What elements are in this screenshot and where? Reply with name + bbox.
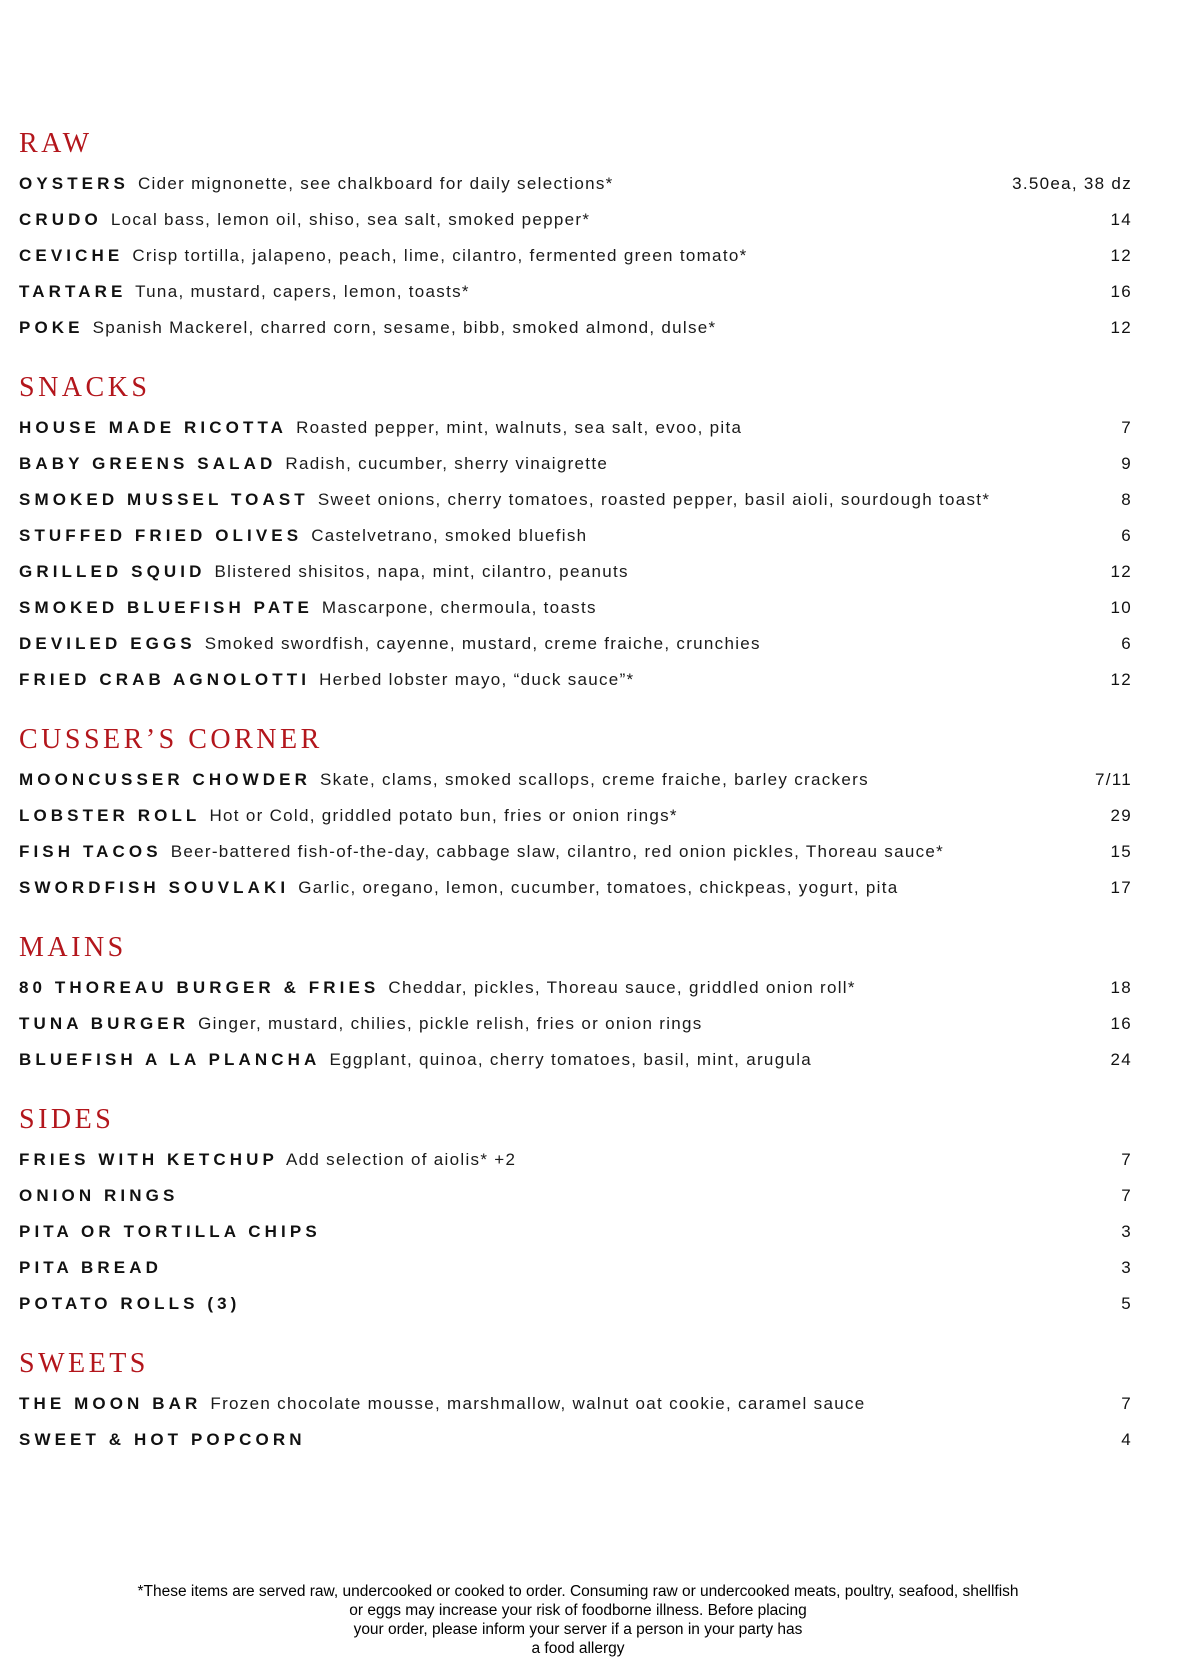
menu-item-name: MOONCUSSER CHOWDER — [19, 770, 311, 789]
menu-item — [19, 274, 1132, 310]
menu-item-name: TARTARE — [19, 282, 127, 301]
menu-item — [19, 238, 1132, 274]
menu-item-price: 8 — [1121, 490, 1132, 509]
menu-item-description: Eggplant, quinoa, cherry tomatoes, basil, mint, arugula — [329, 1050, 813, 1069]
menu-item-name: SMOKED MUSSEL TOAST — [19, 490, 309, 509]
menu-item-name: POTATO ROLLS (3) — [19, 1294, 241, 1313]
menu-item-text — [19, 238, 1098, 274]
menu-item-text — [19, 518, 1109, 554]
disclaimer-line: or eggs may increase your risk of foodborne illness. Before placing — [349, 1602, 807, 1619]
menu-item-text — [19, 870, 1098, 906]
menu-item-price: 3 — [1121, 1222, 1132, 1241]
menu-item-name: PITA BREAD — [19, 1258, 162, 1277]
menu-item — [19, 970, 1132, 1006]
menu-item-text — [19, 554, 1098, 590]
menu-item-description: Local bass, lemon oil, shiso, sea salt, smoked pepper* — [110, 210, 591, 229]
menu-item-price: 9 — [1121, 454, 1132, 473]
menu-item-name: CRUDO — [19, 210, 102, 229]
menu-item-price: 18 — [1110, 978, 1132, 997]
menu-item — [19, 410, 1132, 446]
menu-item-text — [19, 446, 1109, 482]
menu-item-name: POKE — [19, 318, 84, 337]
menu-item-name: FRIES WITH KETCHUP — [19, 1150, 278, 1169]
menu-item — [19, 1214, 1132, 1250]
menu-item-name: FRIED CRAB AGNOLOTTI — [19, 670, 311, 689]
menu-item — [19, 310, 1132, 346]
menu-item-description: Frozen chocolate mousse, marshmallow, walnut oat cookie, caramel sauce — [210, 1394, 866, 1413]
menu-item-description: Herbed lobster mayo, “duck sauce”* — [319, 670, 635, 689]
menu-section — [19, 928, 1132, 1078]
menu-item-price: 12 — [1110, 670, 1132, 689]
menu-item-name: HOUSE MADE RICOTTA — [19, 418, 288, 437]
menu-item-price: 16 — [1110, 1014, 1132, 1033]
menu-item-name: STUFFED FRIED OLIVES — [19, 526, 303, 545]
menu-item-text — [19, 970, 1098, 1006]
menu-item-price: 29 — [1110, 806, 1132, 825]
menu-item-name: 80 THOREAU BURGER & FRIES — [19, 978, 380, 997]
menu-item-price: 16 — [1110, 282, 1132, 301]
menu-item — [19, 590, 1132, 626]
menu-item-text — [19, 166, 1000, 202]
menu-item-name: ONION RINGS — [19, 1186, 179, 1205]
menu-item-name: DEVILED EGGS — [19, 634, 196, 653]
menu-item-description: Hot or Cold, griddled potato bun, fries or onion rings* — [209, 806, 678, 825]
menu-item — [19, 482, 1132, 518]
menu-item-price: 7 — [1121, 418, 1132, 437]
menu-item-text — [19, 1006, 1098, 1042]
menu-item-name: TUNA BURGER — [19, 1014, 190, 1033]
menu-section — [19, 1100, 1132, 1322]
menu-item-description: Garlic, oregano, lemon, cucumber, tomatoes, chickpeas, yogurt, pita — [298, 878, 899, 897]
section-title: CUSSER’S CORNER — [19, 724, 323, 755]
menu-item — [19, 834, 1132, 870]
menu-item-name: SWORDFISH SOUVLAKI — [19, 878, 290, 897]
allergy-disclaimer — [0, 1582, 1156, 1658]
menu-item-text — [19, 410, 1109, 446]
menu-item-text — [19, 310, 1098, 346]
menu-item-text — [19, 590, 1098, 626]
menu-item-text — [19, 662, 1098, 698]
menu-item-text — [19, 1250, 1109, 1286]
disclaimer-line: *These items are served raw, undercooked or cooked to order. Consuming raw or undercooked meats, poultry, seafood, shellfish — [137, 1583, 1019, 1600]
menu-item-text — [19, 626, 1109, 662]
menu-item-name: SMOKED BLUEFISH PATE — [19, 598, 313, 617]
menu-item-price: 7 — [1121, 1186, 1132, 1205]
disclaimer-line: your order, please inform your server if a person in your party has — [353, 1621, 803, 1638]
menu-item — [19, 762, 1132, 798]
menu-item-text — [19, 762, 1083, 798]
menu-item-name: BABY GREENS SALAD — [19, 454, 277, 473]
menu-item-description: Mascarpone, chermoula, toasts — [321, 598, 597, 617]
menu-item-name: THE MOON BAR — [19, 1394, 202, 1413]
menu-item-text — [19, 482, 1109, 518]
menu-item — [19, 1250, 1132, 1286]
menu-item-price: 3.50ea, 38 dz — [1012, 174, 1132, 193]
menu-item-text — [19, 1422, 1109, 1458]
menu-item-price: 7 — [1121, 1150, 1132, 1169]
menu-item-price: 6 — [1121, 526, 1132, 545]
menu-item-price: 14 — [1110, 210, 1132, 229]
menu-item-name: LOBSTER ROLL — [19, 806, 201, 825]
menu-item-text — [19, 834, 1098, 870]
menu-item-name: SWEET & HOT POPCORN — [19, 1430, 306, 1449]
menu-item-description: Roasted pepper, mint, walnuts, sea salt, evoo, pita — [296, 418, 743, 437]
menu-item-text — [19, 274, 1098, 310]
menu-item-price: 7/11 — [1094, 770, 1132, 789]
menu-item-description: Beer-battered fish-of-the-day, cabbage slaw, cilantro, red onion pickles, Thoreau sauce* — [170, 842, 945, 861]
menu-item-text — [19, 1386, 1109, 1422]
menu-item-price: 3 — [1121, 1258, 1132, 1277]
menu-item-description: Cheddar, pickles, Thoreau sauce, griddled onion roll* — [388, 978, 856, 997]
menu — [19, 124, 1132, 1458]
menu-item — [19, 554, 1132, 590]
menu-item-description: Cider mignonette, see chalkboard for daily selections* — [137, 174, 614, 193]
menu-item — [19, 1286, 1132, 1322]
menu-item — [19, 1422, 1132, 1458]
menu-item — [19, 202, 1132, 238]
menu-item-name: CEVICHE — [19, 246, 124, 265]
menu-item-description: Castelvetrano, smoked bluefish — [311, 526, 588, 545]
menu-item-price: 12 — [1110, 562, 1132, 581]
menu-item-description: Sweet onions, cherry tomatoes, roasted pepper, basil aioli, sourdough toast* — [317, 490, 991, 509]
section-title: MAINS — [19, 932, 127, 963]
menu-item-description: Add selection of aiolis* +2 — [286, 1150, 517, 1169]
menu-item-name: OYSTERS — [19, 174, 129, 193]
menu-item-price: 4 — [1121, 1430, 1132, 1449]
menu-item — [19, 1042, 1132, 1078]
menu-item-name: GRILLED SQUID — [19, 562, 206, 581]
section-title: RAW — [19, 128, 93, 159]
menu-item-description: Blistered shisitos, napa, mint, cilantro, peanuts — [214, 562, 629, 581]
menu-section — [19, 368, 1132, 698]
menu-item-price: 5 — [1121, 1294, 1132, 1313]
menu-item — [19, 662, 1132, 698]
menu-item-name: FISH TACOS — [19, 842, 162, 861]
menu-item-text — [19, 202, 1098, 238]
menu-item-description: Smoked swordfish, cayenne, mustard, creme fraiche, crunchies — [204, 634, 761, 653]
menu-item-description: Skate, clams, smoked scallops, creme fraiche, barley crackers — [320, 770, 869, 789]
menu-item-price: 15 — [1110, 842, 1132, 861]
menu-item-price: 12 — [1110, 246, 1132, 265]
menu-item-price: 24 — [1110, 1050, 1132, 1069]
menu-item-price: 6 — [1121, 634, 1132, 653]
menu-item — [19, 1386, 1132, 1422]
menu-item-description: Radish, cucumber, sherry vinaigrette — [285, 454, 609, 473]
menu-section — [19, 1344, 1132, 1458]
menu-item — [19, 518, 1132, 554]
menu-item-text — [19, 1042, 1098, 1078]
disclaimer-line: a food allergy — [531, 1640, 625, 1657]
menu-item-text — [19, 798, 1098, 834]
menu-item-text — [19, 1214, 1109, 1250]
section-title: SIDES — [19, 1104, 115, 1135]
menu-item-name: BLUEFISH A LA PLANCHA — [19, 1050, 321, 1069]
section-title: SNACKS — [19, 372, 151, 403]
menu-item-text — [19, 1142, 1109, 1178]
menu-item — [19, 626, 1132, 662]
menu-item — [19, 798, 1132, 834]
menu-section — [19, 124, 1132, 346]
section-title: SWEETS — [19, 1348, 149, 1379]
menu-item — [19, 166, 1132, 202]
menu-item-description: Spanish Mackerel, charred corn, sesame, bibb, smoked almond, dulse* — [92, 318, 717, 337]
menu-item-price: 7 — [1121, 1394, 1132, 1413]
menu-item-description: Crisp tortilla, jalapeno, peach, lime, cilantro, fermented green tomato* — [132, 246, 748, 265]
menu-item-price: 10 — [1110, 598, 1132, 617]
menu-item-text — [19, 1286, 1109, 1322]
menu-item — [19, 446, 1132, 482]
menu-item — [19, 1006, 1132, 1042]
menu-item-price: 17 — [1110, 878, 1132, 897]
menu-item-price: 12 — [1110, 318, 1132, 337]
menu-item-name: PITA OR TORTILLA CHIPS — [19, 1222, 321, 1241]
menu-section — [19, 720, 1132, 906]
menu-item-text — [19, 1178, 1109, 1214]
menu-item — [19, 870, 1132, 906]
menu-item-description: Ginger, mustard, chilies, pickle relish, fries or onion rings — [198, 1014, 703, 1033]
menu-item — [19, 1178, 1132, 1214]
menu-item-description: Tuna, mustard, capers, lemon, toasts* — [135, 282, 470, 301]
menu-item — [19, 1142, 1132, 1178]
